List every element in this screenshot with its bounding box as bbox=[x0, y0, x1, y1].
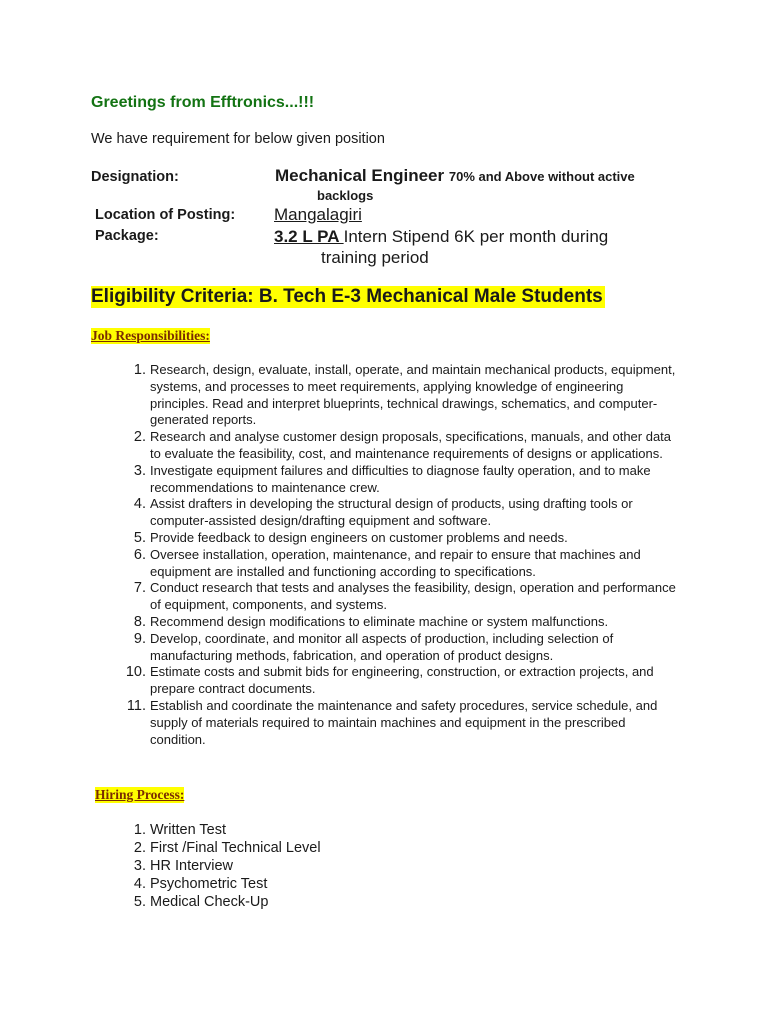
designation-note-cont: backlogs bbox=[317, 188, 374, 203]
list-number: 9. bbox=[133, 630, 146, 647]
list-number: 8. bbox=[133, 613, 146, 630]
list-number: 1. bbox=[133, 362, 146, 378]
hiring-process-heading: Hiring Process: bbox=[95, 787, 185, 802]
list-item bbox=[133, 496, 678, 530]
list-item bbox=[133, 821, 321, 839]
package-detail: Intern Stipend 6K per month during bbox=[343, 227, 609, 246]
list-item bbox=[133, 362, 678, 429]
list-item bbox=[133, 630, 678, 665]
list-item bbox=[133, 462, 678, 497]
designation-note: 70% and Above without active bbox=[448, 169, 635, 184]
list-item-text: Conduct research that tests and analyses the feasibility, design, operation and performance of equipment, components, and systems. bbox=[150, 580, 676, 613]
list-item bbox=[133, 839, 321, 857]
list-number: 5. bbox=[133, 529, 146, 546]
list-item-text: Estimate costs and submit bids for engineering, construction, or extraction projects, and prepare contract documents. bbox=[150, 664, 654, 697]
list-item-text: Develop, coordinate, and monitor all aspects of production, including selection of manufacturing methods, fabrication, and operation of product designs. bbox=[150, 630, 614, 663]
location-value: Mangalagiri bbox=[274, 205, 362, 224]
list-number: 4. bbox=[133, 496, 146, 513]
list-item bbox=[133, 875, 321, 893]
list-item-text: Establish and coordinate the maintenance and safety procedures, service schedule, and supply of materials required to maintain machines and equipment in the prescribed condition. bbox=[150, 697, 658, 747]
list-item bbox=[133, 893, 321, 911]
package-value bbox=[274, 227, 608, 247]
package-detail-cont: training period bbox=[321, 248, 429, 267]
designation-title: Mechanical Engineer bbox=[275, 166, 445, 185]
package-amount: 3.2 L PA bbox=[274, 227, 344, 246]
list-number: 6. bbox=[133, 546, 146, 563]
list-item-text: Research and analyse customer design proposals, specifications, manuals, and other data to evaluate the feasibility, cost, and maintenance requirements of designs or applications. bbox=[150, 429, 672, 461]
list-number: 5. bbox=[133, 894, 146, 910]
list-item-text: Provide feedback to design engineers on customer problems and needs. bbox=[150, 529, 568, 545]
eligibility-criteria: Eligibility Criteria: B. Tech E-3 Mechanical Male Students bbox=[91, 286, 603, 307]
list-number: 11. bbox=[126, 697, 146, 714]
list-item bbox=[133, 857, 321, 875]
list-number: 7. bbox=[133, 580, 146, 597]
list-item-text: Assist drafters in developing the structural design of products, using drafting tools or computer-assisted design/drafting equipment and software. bbox=[150, 496, 633, 529]
job-responsibilities-heading: Job Responsibilities: bbox=[91, 328, 210, 343]
list-item bbox=[133, 429, 678, 463]
list-number: 3. bbox=[133, 858, 146, 874]
list-item bbox=[133, 546, 678, 581]
list-item-text: HR Interview bbox=[150, 858, 233, 874]
list-number: 1. bbox=[133, 822, 146, 838]
list-item bbox=[133, 613, 678, 631]
list-item-text: First /Final Technical Level bbox=[150, 840, 321, 856]
package-label: Package: bbox=[95, 228, 159, 244]
designation-value bbox=[275, 166, 635, 186]
list-item bbox=[125, 664, 678, 698]
intro-text: We have requirement for below given position bbox=[91, 131, 385, 147]
list-number: 3. bbox=[133, 462, 146, 479]
list-item bbox=[133, 529, 678, 547]
greeting-heading: Greetings from Efftronics...!!! bbox=[91, 94, 315, 111]
list-item-text: Recommend design modifications to eliminate machine or system malfunctions. bbox=[150, 613, 609, 629]
list-item-text: Oversee installation, operation, maintenance, and repair to ensure that machines and equipment are installed and functioning according to specifications. bbox=[150, 546, 641, 579]
list-item-text: Medical Check-Up bbox=[150, 894, 269, 910]
list-item bbox=[126, 697, 678, 748]
list-number: 4. bbox=[133, 876, 146, 892]
list-number: 10. bbox=[125, 664, 146, 681]
list-number: 2. bbox=[133, 840, 146, 856]
list-item bbox=[133, 580, 678, 614]
location-label: Location of Posting: bbox=[95, 207, 236, 223]
list-item-text: Research, design, evaluate, install, operate, and maintain mechanical products, equipment, systems, and processes to meet requirements, applying knowledge of engineering principles. Read and interpret blueprints, technical drawings, schematics, and computer-generated reports. bbox=[150, 362, 676, 428]
job-responsibilities-list bbox=[125, 362, 678, 748]
hiring-process-list bbox=[133, 821, 321, 911]
list-item-text: Psychometric Test bbox=[150, 876, 268, 892]
list-number: 2. bbox=[133, 429, 146, 446]
list-item-text: Investigate equipment failures and difficulties to diagnose faulty operation, and to make recommendations to maintenance crew. bbox=[150, 462, 651, 495]
designation-label: Designation: bbox=[91, 169, 179, 185]
list-item-text: Written Test bbox=[150, 822, 227, 838]
